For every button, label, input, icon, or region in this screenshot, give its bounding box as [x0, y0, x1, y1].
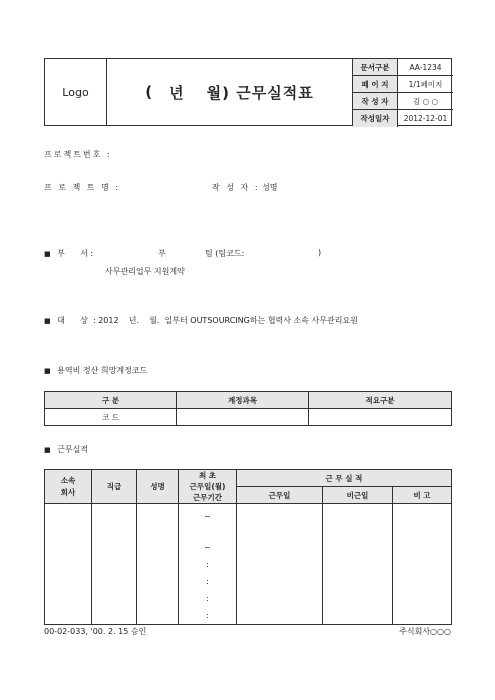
meta-row: 문서구분 AA-1234 — [353, 59, 453, 76]
bullet-icon: ■ — [44, 446, 51, 454]
table-header: 계정과목 — [177, 392, 309, 409]
document-meta — [353, 59, 453, 125]
bullet-icon: ■ — [44, 250, 51, 258]
project-name-label: 프 로 젝 트 명 : — [44, 183, 121, 192]
logo: Logo — [45, 59, 107, 125]
col-note: 비 고 — [393, 487, 452, 504]
first-work-cell[interactable]: ~ ~ : : : : — [179, 504, 237, 625]
account-code-table — [44, 391, 452, 426]
approval-note: 00-02-033, '00. 2. 15 승인 — [44, 627, 147, 636]
note-cell[interactable] — [393, 504, 452, 625]
col-company: 소속 회사 — [45, 470, 92, 504]
department-line: ■ 부 서 : — [44, 249, 94, 258]
work-section-heading: ■ 근무실적 — [44, 445, 89, 454]
account-cell[interactable] — [177, 409, 309, 426]
department-close: ) — [318, 248, 322, 257]
off-days-cell[interactable] — [323, 504, 393, 625]
code-section-heading: ■ 용역비 정산 희망계정코드 — [44, 366, 148, 375]
name-cell[interactable] — [137, 504, 179, 625]
target-line: ■ 대 상 : 2012 년. 월. 일부터 OUTSOURCING하는 협력사 소속 사무관리요원 — [44, 316, 358, 325]
meta-row: 페 이 지 1/1페이지 — [353, 76, 453, 93]
col-off-days: 비근일 — [323, 487, 393, 504]
work-days-cell[interactable] — [237, 504, 323, 625]
col-name: 성명 — [137, 470, 179, 504]
code-row-label: 코 드 — [45, 409, 177, 426]
document-header — [44, 58, 452, 126]
meta-row: 작성일자 2012-12-01 — [353, 110, 453, 127]
table-header: 구 분 — [45, 392, 177, 409]
work-record-table — [44, 469, 452, 625]
col-work-days: 근무일 — [237, 487, 323, 504]
col-first-work: 최 초 근무일(월) 근무기간 — [179, 470, 237, 504]
table-header: 적요구분 — [309, 392, 452, 409]
company-cell[interactable] — [45, 504, 92, 625]
col-work-record: 근 무 실 적 — [237, 470, 452, 487]
document-title: ( 년 월) 근무실적표 — [107, 59, 353, 125]
col-rank: 직급 — [92, 470, 137, 504]
bullet-icon: ■ — [44, 317, 51, 325]
meta-row: 작 성 자 김 ○ ○ — [353, 93, 453, 110]
project-number-label: 프로젝트번호 : — [44, 150, 112, 159]
rank-cell[interactable] — [92, 504, 137, 625]
department-contract: 사무관리업무 지원계약 — [105, 267, 185, 276]
summary-cell[interactable] — [309, 409, 452, 426]
department-bu: 부 — [158, 249, 166, 258]
company-name: 주식회사○○○ — [399, 627, 451, 636]
department-team: 팀 (팀코드: — [205, 249, 245, 258]
bullet-icon: ■ — [44, 367, 51, 375]
author-field: 작 성 자 : 성명 — [212, 183, 278, 192]
